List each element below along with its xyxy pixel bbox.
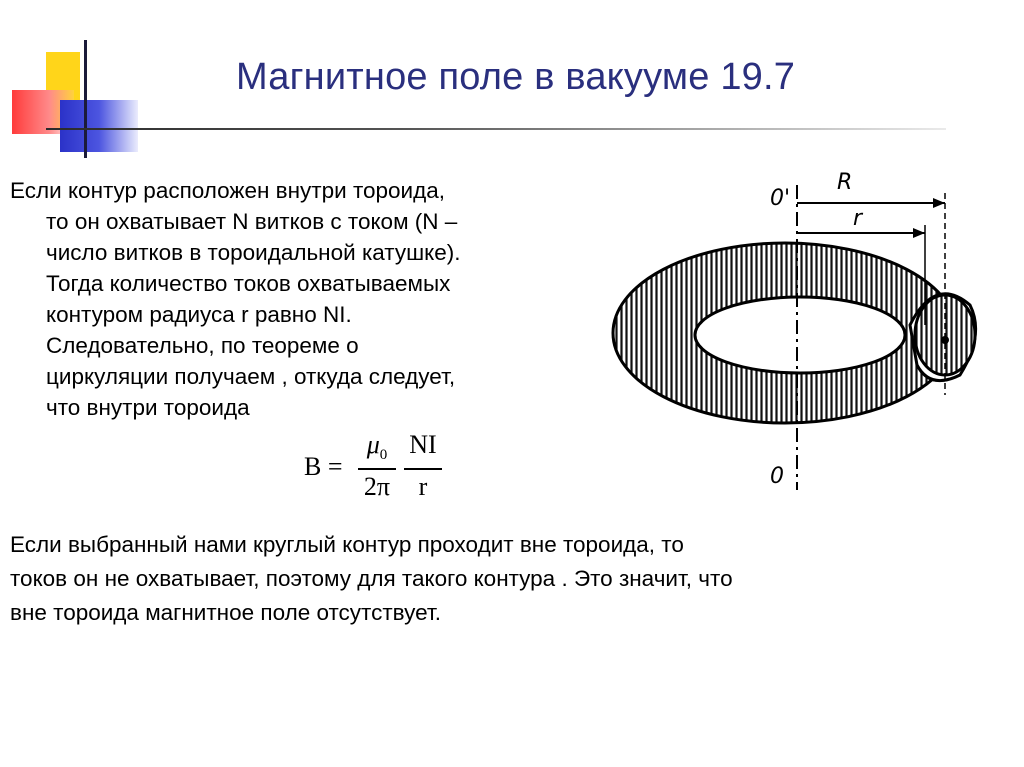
formula-ni: NI (409, 430, 437, 459)
paragraph-inside-toroid (10, 175, 600, 423)
toroid-body (613, 243, 976, 423)
text-line: вне тороида магнитное поле отсутствует. (10, 600, 441, 625)
arrow-head-icon (913, 228, 925, 238)
text-line: Тогда количество токов охватываемых (46, 271, 451, 296)
formula-r: r (418, 472, 428, 501)
paragraph-outside-toroid (10, 528, 1010, 630)
arrow-head-icon (933, 198, 945, 208)
text-line: число витков в тороидальной катушке). (46, 240, 461, 265)
label-r: r (853, 206, 863, 231)
fraction-bar (358, 468, 396, 470)
text-line: Следовательно, по теореме о (46, 333, 359, 358)
text-line: что внутри тороида (46, 395, 250, 420)
text-line: контуром радиуса r равно NI. (46, 302, 352, 327)
vertical-rule (84, 40, 87, 158)
text-line: циркуляции получаем , откуда следует, (46, 364, 456, 389)
label-axis-top: 0' (770, 186, 791, 211)
text-line: Если контур расположен внутри тороида, (10, 178, 445, 203)
toroid-figure (605, 165, 1005, 495)
text-line: Если выбранный нами круглый контур проходит вне тороида, то (10, 532, 684, 557)
formula-lhs: B = (304, 452, 343, 481)
label-R: R (837, 170, 853, 195)
label-axis-bottom: 0 (770, 464, 784, 489)
corner-decoration (0, 0, 200, 170)
formula-mu: $\mu_0$ (366, 430, 388, 464)
text-line: токов он не охватывает, поэтому для такого контура . Это значит, что (10, 566, 733, 591)
title-underline (46, 128, 946, 130)
text-line: то он охватывает N витков с током (N – (46, 209, 458, 234)
formula-2pi: 2π (363, 472, 391, 501)
fraction-bar (404, 468, 442, 470)
blue-square (60, 100, 138, 152)
slide-title: Магнитное поле в вакууме 19.7 (236, 56, 796, 98)
